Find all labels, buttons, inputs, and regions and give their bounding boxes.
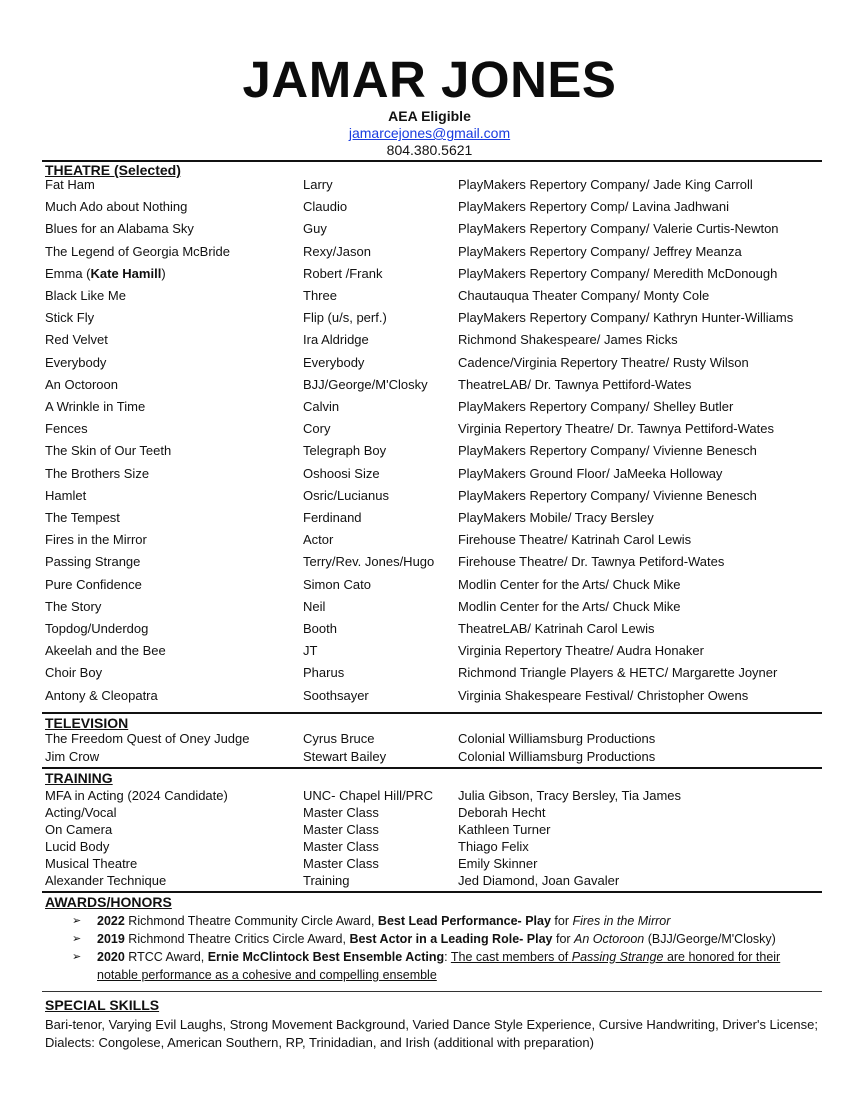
theatre-company: PlayMakers Repertory Company/ Vivienne Benesch — [458, 443, 757, 459]
award-item — [72, 948, 822, 984]
theatre-company: PlayMakers Repertory Company/ Valerie Curtis-Newton — [458, 221, 779, 237]
television-role: Cyrus Bruce — [303, 731, 375, 746]
television-role: Stewart Bailey — [303, 748, 387, 764]
award-work: An Octoroon — [574, 932, 645, 946]
theatre-company: PlayMakers Repertory Company/ Shelley Butler — [458, 399, 734, 414]
theatre-row — [0, 621, 859, 641]
theatre-title: Black Like Me — [45, 288, 126, 303]
theatre-company: Firehouse Theatre/ Dr. Tawnya Petiford-Wates — [458, 554, 725, 570]
training-role: Master Class — [303, 822, 379, 837]
theatre-row — [0, 554, 859, 574]
award-item — [72, 912, 822, 930]
television-row — [0, 749, 859, 769]
theatre-row — [0, 377, 859, 397]
training-company: Deborah Hecht — [458, 805, 546, 820]
theatre-role: Soothsayer — [303, 687, 369, 703]
training-title: Acting/Vocal — [45, 805, 117, 820]
television-company: Colonial Williamsburg Productions — [458, 748, 656, 764]
theatre-company: PlayMakers Ground Floor/ JaMeeka Holloway — [458, 465, 723, 481]
theatre-row — [0, 532, 859, 552]
theatre-company: Modlin Center for the Arts/ Chuck Mike — [458, 598, 681, 614]
theatre-title: Pure Confidence — [45, 576, 142, 592]
theatre-role: Claudio — [303, 199, 348, 215]
award-item — [72, 930, 822, 948]
theatre-role: Actor — [303, 532, 334, 548]
theatre-row — [0, 665, 859, 685]
training-role: Master Class — [303, 805, 379, 820]
theatre-role: Pharus — [303, 665, 345, 681]
theatre-role: Neil — [303, 598, 326, 614]
actor-name: JAMAR JONES — [242, 51, 617, 108]
theatre-role: Telegraph Boy — [303, 443, 387, 459]
theatre-row — [0, 177, 859, 197]
theatre-row — [0, 355, 859, 375]
theatre-role: Three — [303, 288, 337, 303]
arrow-bullet-icon: ➢ — [72, 915, 82, 927]
theatre-role: Simon Cato — [303, 576, 371, 592]
training-title: Musical Theatre — [45, 856, 138, 871]
training-role: Training — [303, 873, 350, 888]
theatre-title: Choir Boy — [45, 665, 103, 681]
theatre-company: PlayMakers Repertory Company/ Meredith McDonough — [458, 265, 778, 281]
theatre-company: Cadence/Virginia Repertory Theatre/ Rusty Wilson — [458, 354, 749, 370]
theatre-title: Fences — [45, 421, 88, 437]
training-title: On Camera — [45, 822, 113, 837]
theatre-role: Everybody — [303, 354, 365, 370]
theatre-title: Emma (Kate Hamill) — [45, 265, 166, 281]
television-company: Colonial Williamsburg Productions — [458, 731, 656, 746]
theatre-row — [0, 643, 859, 663]
theatre-role: Oshoosi Size — [303, 465, 380, 481]
television-heading: TELEVISION — [45, 715, 129, 731]
theatre-row — [0, 288, 859, 308]
award-year: 2019 — [97, 932, 125, 946]
theatre-row — [0, 688, 859, 708]
theatre-title: Hamlet — [45, 487, 87, 503]
theatre-company: Modlin Center for the Arts/ Chuck Mike — [458, 576, 681, 592]
theatre-title: The Legend of Georgia McBride — [45, 243, 230, 259]
theatre-row — [0, 221, 859, 241]
theatre-row — [0, 332, 859, 352]
theatre-company: Richmond Shakespeare/ James Ricks — [458, 332, 678, 348]
award-note-work: Passing Strange — [571, 950, 664, 964]
training-company: Emily Skinner — [458, 856, 538, 871]
theatre-title: Antony & Cleopatra — [45, 687, 158, 703]
training-title: MFA in Acting (2024 Candidate) — [45, 788, 228, 803]
theatre-title: Red Velvet — [45, 332, 108, 348]
theatre-role: Guy — [303, 221, 327, 237]
theatre-company: PlayMakers Repertory Company/ Jade King Carroll — [458, 177, 753, 192]
theatre-title: Akeelah and the Bee — [45, 643, 166, 659]
theatre-title: An Octoroon — [45, 376, 118, 392]
award-org: Richmond Theatre Critics Circle Award, — [124, 932, 350, 946]
theatre-row — [0, 266, 859, 286]
theatre-title: Blues for an Alabama Sky — [45, 221, 194, 237]
arrow-bullet-icon: ➢ — [72, 951, 82, 963]
theatre-title: Much Ado about Nothing — [45, 199, 188, 215]
theatre-title: Fat Ham — [45, 177, 95, 192]
theatre-role: Larry — [303, 177, 333, 192]
theatre-company: TheatreLAB/ Dr. Tawnya Pettiford-Wates — [458, 376, 692, 392]
training-heading: TRAINING — [45, 770, 113, 786]
section-divider — [42, 891, 822, 893]
training-role: Master Class — [303, 839, 379, 854]
theatre-role: Calvin — [303, 399, 340, 414]
award-note-text: are honored for their notable performance as a cohesive and compelling ensemble — [97, 950, 781, 982]
section-divider — [42, 712, 822, 714]
award-for: for — [552, 932, 575, 946]
theatre-role: Booth — [303, 621, 337, 636]
theatre-company: Virginia Repertory Theatre/ Dr. Tawnya Pettiford-Wates — [458, 421, 774, 437]
training-role: Master Class — [303, 856, 379, 871]
theatre-company: Virginia Repertory Theatre/ Audra Honaker — [458, 643, 704, 659]
theatre-row — [0, 421, 859, 441]
awards-heading: AWARDS/HONORS — [45, 894, 172, 910]
theatre-company: Chautauqua Theater Company/ Monty Cole — [458, 288, 710, 303]
award-title: Ernie McClintock Best Ensemble Acting — [207, 950, 445, 964]
theatre-row — [0, 577, 859, 597]
theatre-role: Terry/Rev. Jones/Hugo — [303, 554, 435, 570]
theatre-row — [0, 488, 859, 508]
section-divider — [42, 991, 822, 992]
theatre-row — [0, 310, 859, 330]
theatre-company: Richmond Triangle Players & HETC/ Margarette Joyner — [458, 665, 778, 681]
award-year: 2020 — [97, 950, 125, 964]
theatre-company: PlayMakers Mobile/ Tracy Bersley — [458, 510, 654, 525]
theatre-row — [0, 466, 859, 486]
award-org: RTCC Award, — [124, 950, 208, 964]
training-role: UNC- Chapel Hill/PRC — [303, 788, 434, 803]
theatre-company: Firehouse Theatre/ Katrinah Carol Lewis — [458, 532, 692, 548]
section-divider — [42, 767, 822, 769]
theatre-company: Virginia Shakespeare Festival/ Christopher Owens — [458, 687, 749, 703]
theatre-role: Cory — [303, 421, 331, 437]
theatre-role: Ira Aldridge — [303, 332, 369, 348]
theatre-title: Passing Strange — [45, 554, 141, 570]
theatre-role: Ferdinand — [303, 510, 362, 525]
theatre-title: Fires in the Mirror — [45, 532, 147, 548]
training-row — [0, 873, 859, 893]
award-note-text: The cast members of — [450, 950, 572, 964]
theatre-row — [0, 199, 859, 219]
theatre-title: The Skin of Our Teeth — [45, 443, 172, 459]
theatre-company: PlayMakers Repertory Company/ Kathryn Hunter-Williams — [458, 310, 794, 326]
theatre-title: The Brothers Size — [45, 465, 150, 481]
television-title: The Freedom Quest of Oney Judge — [45, 731, 250, 746]
theatre-title: Stick Fly — [45, 310, 95, 326]
theatre-title: The Story — [45, 598, 102, 614]
theatre-row — [0, 599, 859, 619]
theatre-role: Flip (u/s, perf.) — [303, 310, 387, 326]
award-title: Best Lead Performance- Play — [377, 914, 551, 928]
training-company: Kathleen Turner — [458, 822, 551, 837]
award-work: Fires in the Mirror — [572, 914, 671, 928]
theatre-role: BJJ/George/M'Closky — [303, 376, 428, 392]
award-colon: : — [444, 950, 451, 964]
arrow-bullet-icon: ➢ — [72, 933, 82, 945]
theatre-title: Everybody — [45, 354, 107, 370]
theatre-title: Topdog/Underdog — [45, 621, 149, 636]
theatre-company: TheatreLAB/ Katrinah Carol Lewis — [458, 621, 655, 636]
theatre-title: The Tempest — [45, 510, 120, 525]
theatre-company: PlayMakers Repertory Comp/ Lavina Jadhwani — [458, 199, 729, 215]
award-extra: (BJJ/George/M'Closky) — [644, 932, 776, 946]
theatre-role: Robert /Frank — [303, 265, 383, 281]
theatre-company: PlayMakers Repertory Company/ Vivienne Benesch — [458, 487, 757, 503]
training-title: Lucid Body — [45, 839, 110, 854]
award-org: Richmond Theatre Community Circle Award, — [124, 914, 378, 928]
training-title: Alexander Technique — [45, 873, 167, 888]
phone-number: 804.380.5621 — [386, 142, 473, 158]
skills-text: Bari-tenor, Varying Evil Laughs, Strong Movement Background, Varied Dance Style Experience, Cursive Handwriting, Driver's License; Dialects: Congolese, American Southern, RP, Trinidadian, and Irish (additional with preparation) — [45, 1017, 818, 1050]
theatre-row — [0, 244, 859, 264]
theatre-role: Rexy/Jason — [303, 243, 371, 259]
television-title: Jim Crow — [45, 748, 100, 764]
award-year: 2022 — [97, 914, 125, 928]
theatre-company: PlayMakers Repertory Company/ Jeffrey Meanza — [458, 243, 742, 259]
theatre-row — [0, 510, 859, 530]
theatre-title: A Wrinkle in Time — [45, 399, 146, 414]
union-status: AEA Eligible — [388, 108, 471, 124]
theatre-row — [0, 399, 859, 419]
theatre-row — [0, 443, 859, 463]
training-company: Jed Diamond, Joan Gavaler — [458, 873, 620, 888]
award-for: for — [550, 914, 573, 928]
skills-heading: SPECIAL SKILLS — [45, 997, 160, 1013]
award-title: Best Actor in a Leading Role- Play — [349, 932, 553, 946]
email-link[interactable]: jamarcejones@gmail.com — [348, 125, 511, 141]
theatre-heading: THEATRE (Selected) — [45, 162, 181, 178]
training-company: Julia Gibson, Tracy Bersley, Tia James — [458, 788, 682, 803]
training-company: Thiago Felix — [458, 839, 529, 854]
theatre-role: Osric/Lucianus — [303, 487, 389, 503]
theatre-role: JT — [303, 643, 318, 659]
